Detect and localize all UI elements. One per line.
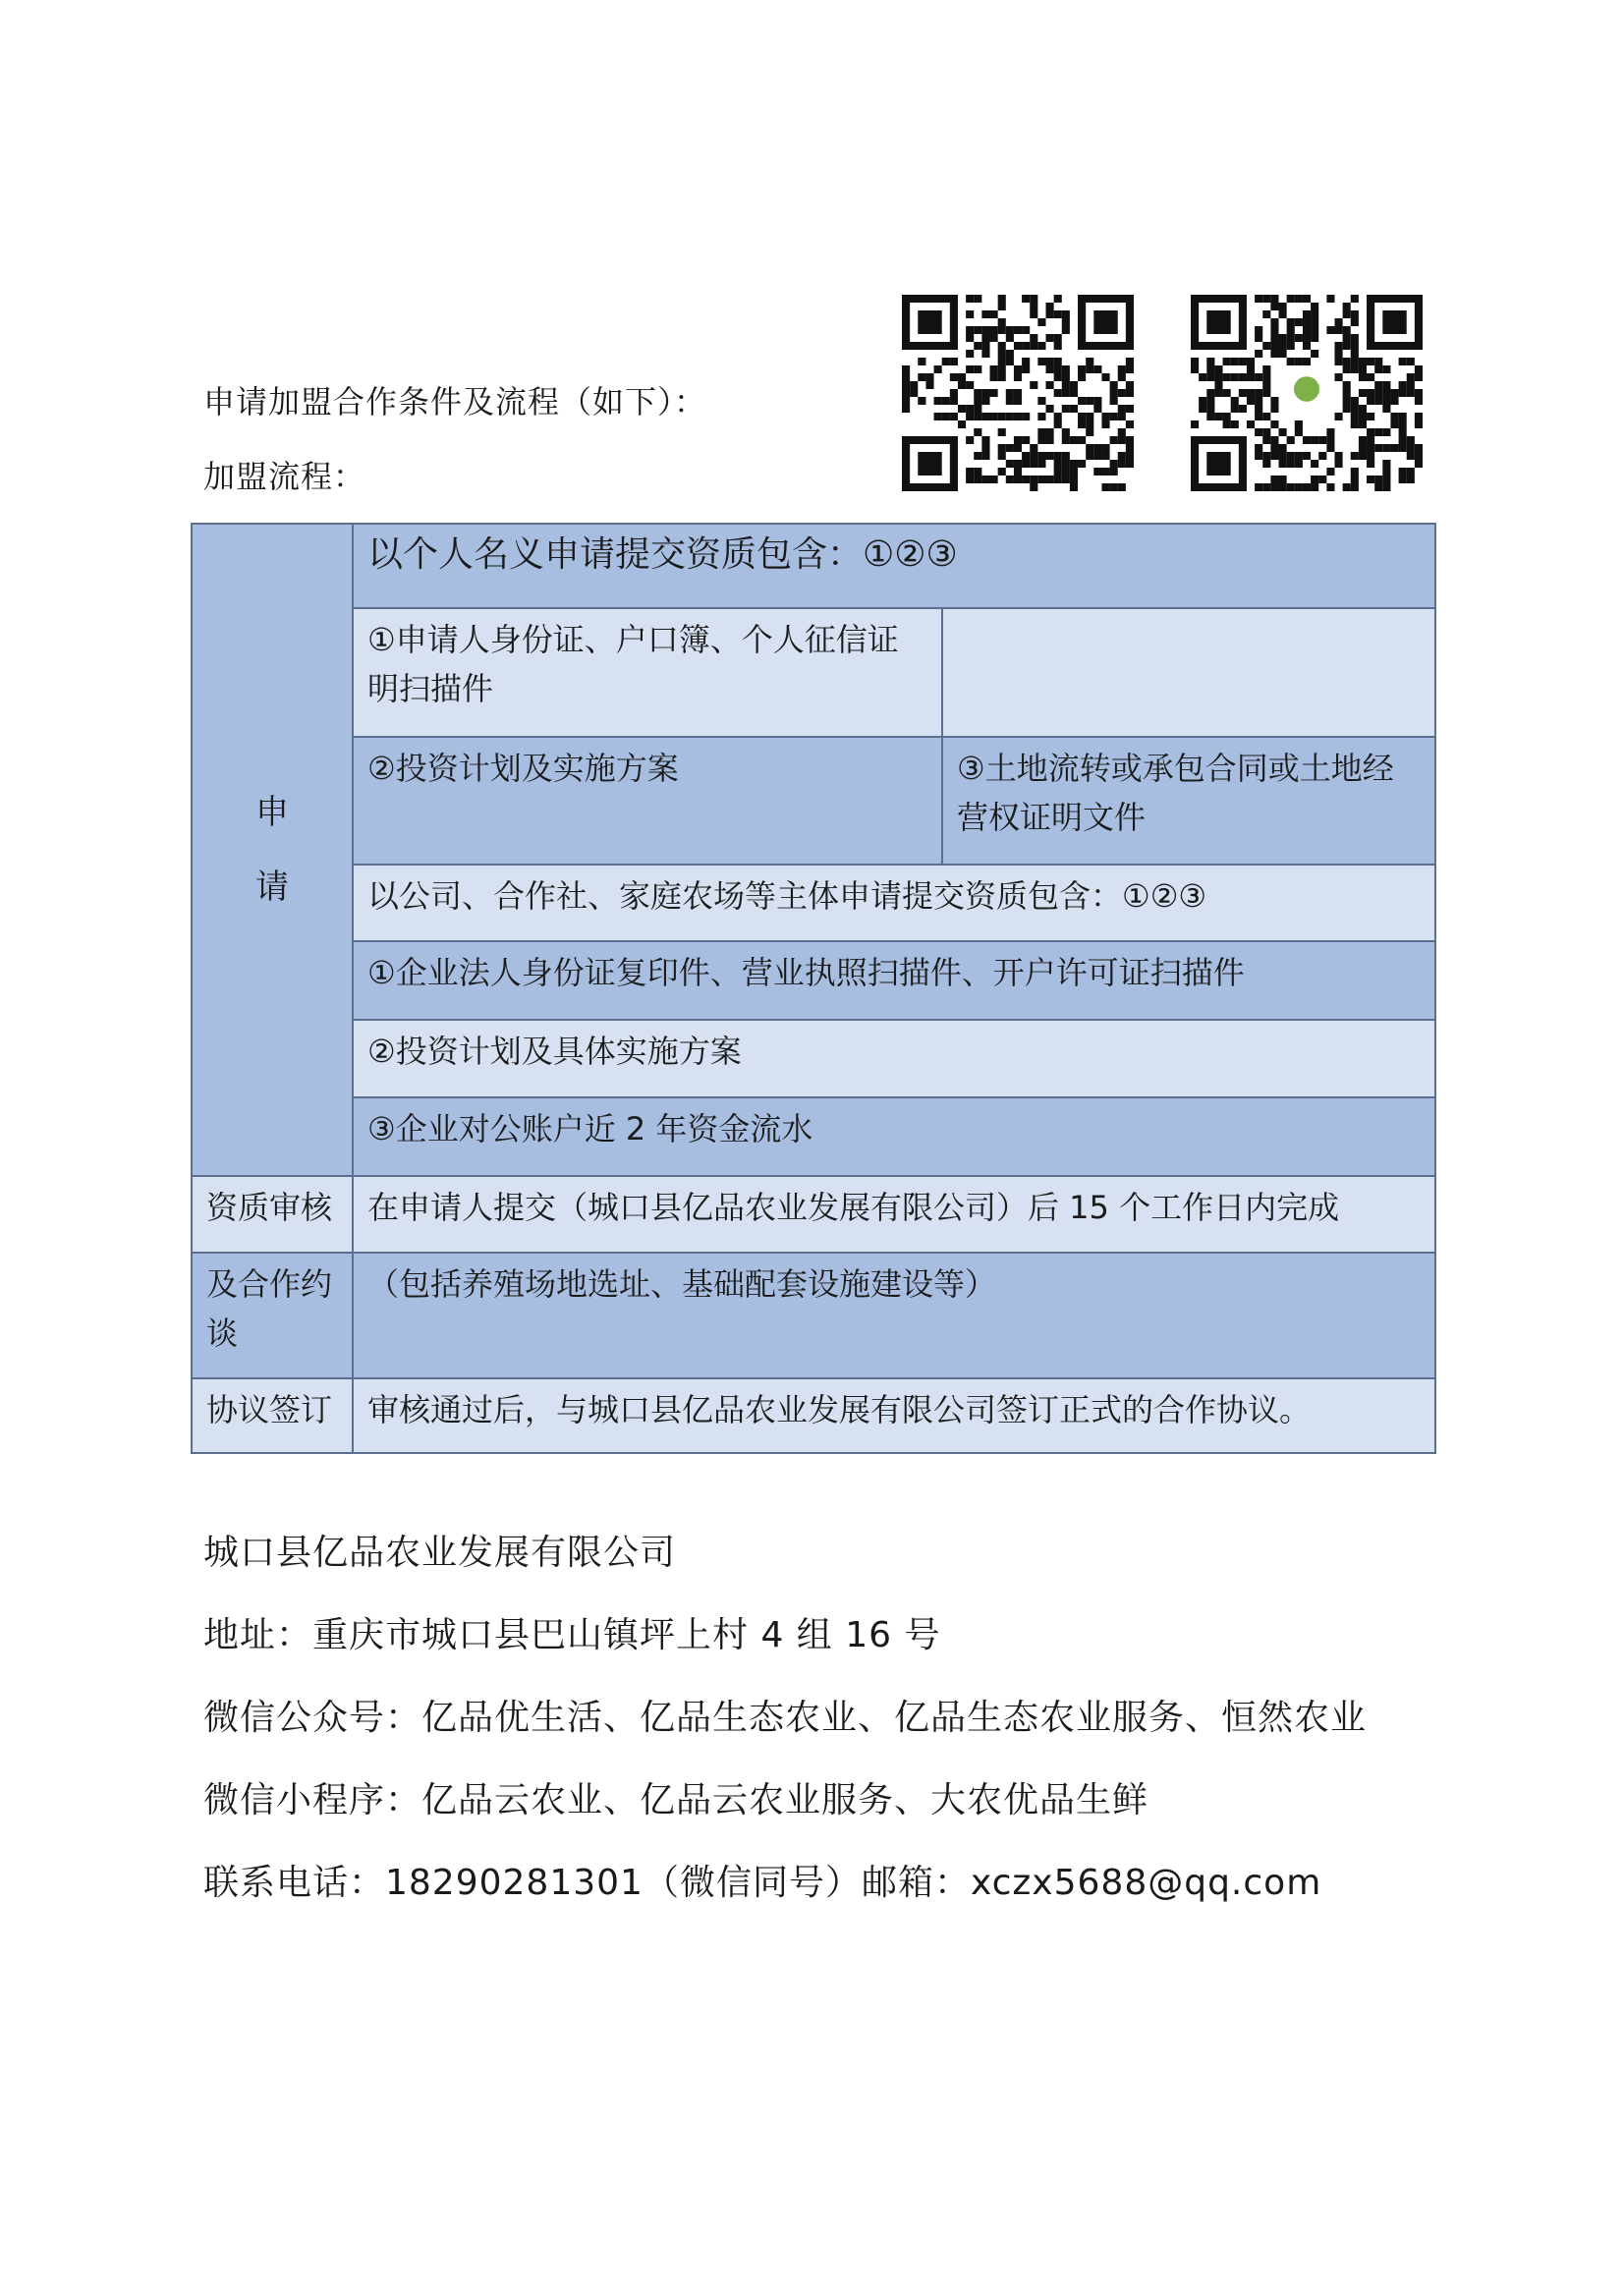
- apply-label-char-2: 请: [255, 867, 289, 907]
- review-label: 资质审核: [192, 1176, 353, 1253]
- personal-item-1: ①申请人身份证、户口簿、个人征信证明扫描件: [353, 608, 942, 737]
- franchise-flow-table: [191, 523, 1436, 1454]
- footer-company: 城口县亿品农业发展有限公司: [203, 1533, 677, 1573]
- talk-text: （包括养殖场地选址、基础配套设施建设等）: [353, 1253, 1435, 1378]
- empty-cell: [942, 608, 1435, 737]
- apply-label-cell: [192, 524, 353, 1176]
- footer-wechat-mini: 微信小程序：亿品云农业、亿品云农业服务、大农优品生鲜: [203, 1780, 1149, 1820]
- personal-item-3: ③土地流转或承包合同或土地经营权证明文件: [942, 737, 1435, 866]
- qr-code-icon: [902, 295, 1134, 491]
- personal-title: 以个人名义申请提交资质包含：①②③: [353, 524, 1435, 608]
- personal-item-2: ②投资计划及实施方案: [353, 737, 942, 866]
- sign-text: 审核通过后，与城口县亿品农业发展有限公司签订正式的合作协议。: [353, 1378, 1435, 1453]
- apply-label-char-1: 申: [255, 793, 289, 832]
- company-item-1: ①企业法人身份证复印件、营业执照扫描件、开户许可证扫描件: [353, 941, 1435, 1020]
- talk-label: 及合作约谈: [192, 1253, 353, 1378]
- footer-address: 地址：重庆市城口县巴山镇坪上村 4 组 16 号: [203, 1615, 941, 1655]
- review-text: 在申请人提交（城口县亿品农业发展有限公司）后 15 个工作日内完成: [353, 1176, 1435, 1253]
- intro-subheading: 加盟流程：: [203, 458, 366, 495]
- qr-code-logo-icon: [1191, 295, 1423, 491]
- footer-wechat-official: 微信公众号：亿品优生活、亿品生态农业、亿品生态农业服务、恒然农业: [203, 1698, 1368, 1738]
- company-item-3: ③企业对公账户近 2 年资金流水: [353, 1097, 1435, 1176]
- company-title: 以公司、合作社、家庭农场等主体申请提交资质包含：①②③: [353, 865, 1435, 941]
- intro-heading: 申请加盟合作条件及流程（如下）：: [203, 383, 707, 420]
- sign-label: 协议签订: [192, 1378, 353, 1453]
- company-item-2: ②投资计划及具体实施方案: [353, 1020, 1435, 1098]
- footer-contact: 联系电话：18290281301（微信同号）邮箱：xczx5688@qq.com: [203, 1863, 1322, 1903]
